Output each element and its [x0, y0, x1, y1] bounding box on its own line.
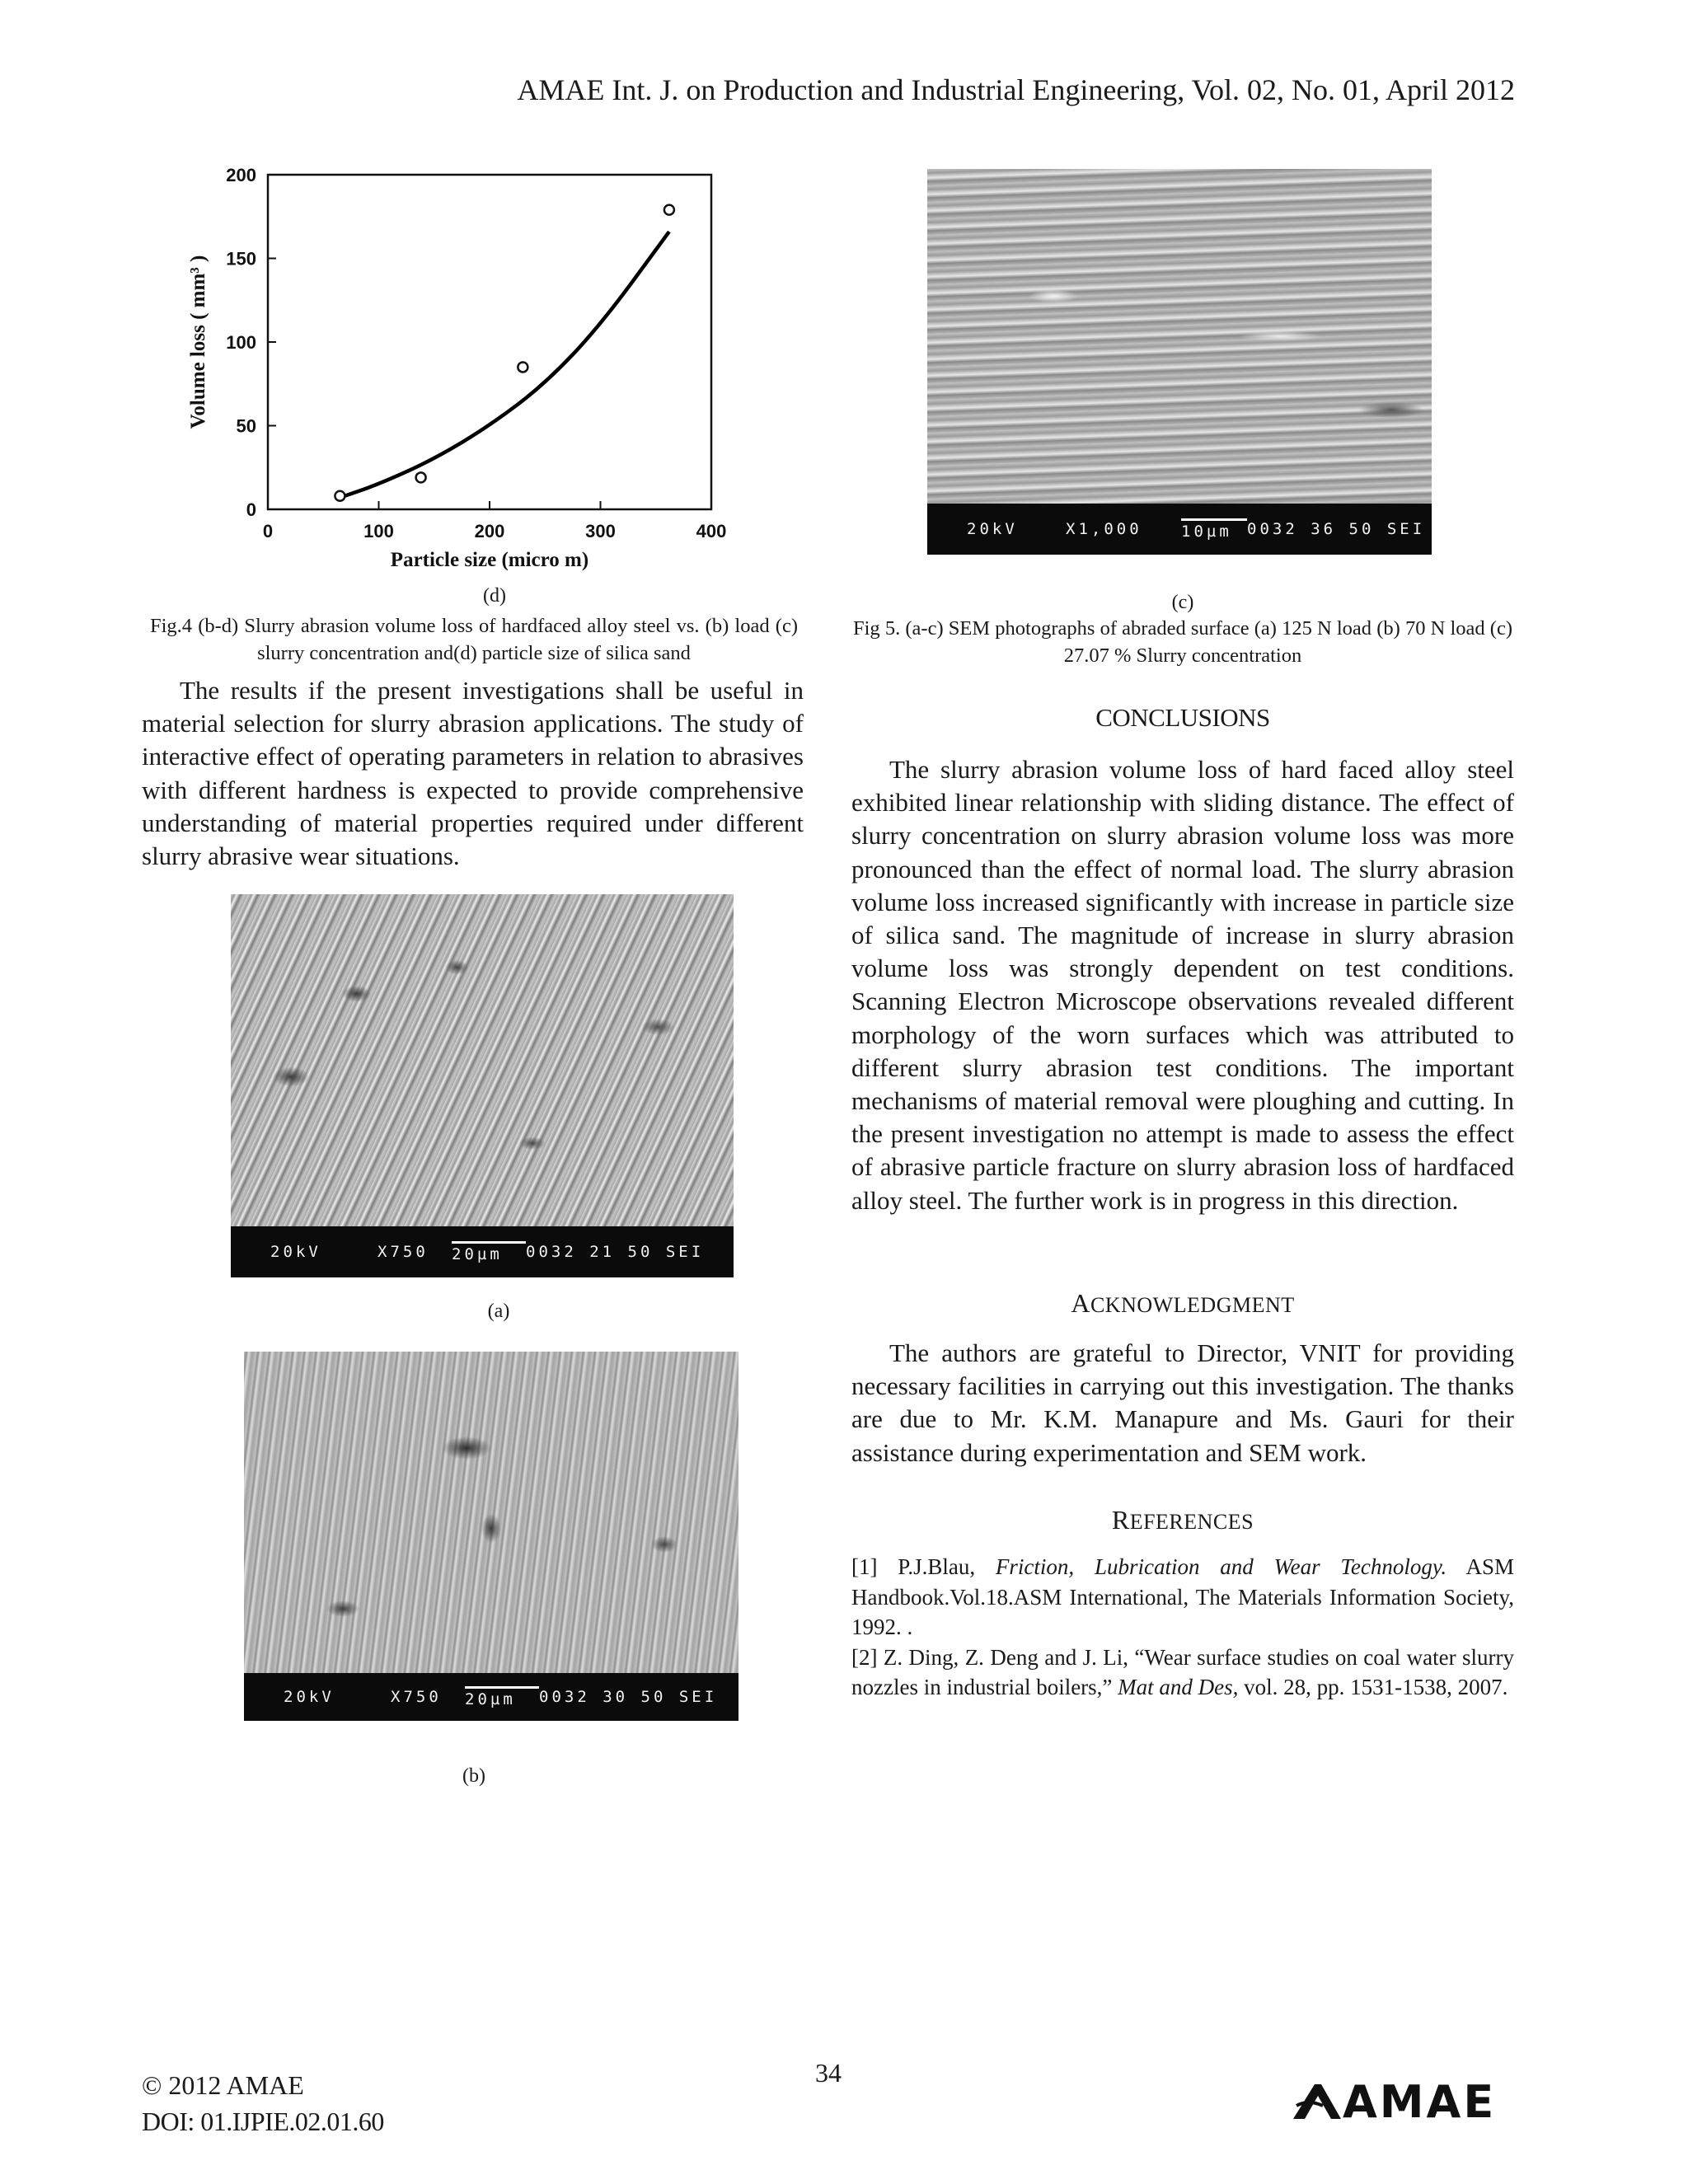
y-tick-labels [226, 165, 256, 520]
y-tick-label-150: 150 [226, 248, 256, 269]
y-tick-group [268, 175, 276, 509]
amae-logo-text: AMAE [1343, 2075, 1497, 2128]
data-point-1 [335, 491, 345, 501]
sem-c-code: 0032 36 50 SEI [1247, 520, 1426, 538]
chart-frame [268, 175, 711, 509]
sem-image-c [927, 169, 1432, 555]
x-tick-label-400: 400 [696, 521, 727, 541]
x-tick-label-200: 200 [474, 521, 505, 541]
x-tick-label-100: 100 [363, 521, 394, 541]
sem-c-texture [927, 169, 1432, 504]
data-point-3 [518, 362, 528, 372]
ref1-title: Friction, Lubrication and Wear Technology. [995, 1554, 1447, 1579]
conclusions-text [851, 753, 1514, 1217]
sem-image-b [244, 1352, 738, 1721]
sem-image-a [231, 894, 734, 1277]
results-paragraph: The results if the present investigations shall be useful in material selection for slurry abrasion applications. The study of interactive effect of operating parameters in relation to abrasives with different hardness is expected to provide comprehensive understanding of material properties required under different slurry abrasive wear situations. [142, 676, 804, 871]
ref1-authors: [1] P.J.Blau, [851, 1554, 996, 1579]
x-tick-label-300: 300 [585, 521, 616, 541]
fig5-panel-label-b: (b) [462, 1765, 485, 1787]
sem-b-kv: 20kV [284, 1688, 335, 1706]
y-tick-label-200: 200 [226, 165, 256, 185]
ref1-details: ASM Handbook.Vol.18.ASM International, The Materials Information Society, 1992. . [851, 1554, 1514, 1639]
sem-a-texture [231, 894, 734, 1226]
x-tick-labels [263, 521, 726, 541]
acknowledgment-paragraph: The authors are grateful to Director, VNIT for providing necessary facilities in carrying out this investigation. The thanks are due to Mr. K.M. Manapure and Ms. Gauri for their assistance during experimentation and SEM work. [851, 1338, 1514, 1467]
y-tick-label-50: 50 [236, 415, 256, 437]
sem-a-info-bar [231, 1226, 734, 1277]
ref-heading-rest: EFERENCES [1129, 1510, 1254, 1534]
data-point-4 [664, 205, 674, 215]
fig4-caption: Fig.4 (b-d) Slurry abrasion volume loss of hardfaced alloy steel vs. (b) load (c) slurry concentration and(d) particle size of silica sand [150, 615, 798, 664]
fig5-panel-label-c: (c) [1171, 592, 1194, 613]
doi-text: DOI: 01.IJPIE.02.01.60 [142, 2107, 384, 2136]
ref-heading-cap: R [1111, 1505, 1130, 1535]
plot-area [268, 175, 711, 509]
x-tick-label-0: 0 [262, 521, 274, 541]
sem-c-mag: X1,000 [1066, 520, 1142, 538]
fig4-panel-label: (d) [483, 585, 506, 607]
data-points [335, 205, 673, 501]
reference-1 [851, 1552, 1514, 1643]
amae-logo-icon [1290, 2081, 1348, 2122]
ref2-authors: [2] Z. Ding, Z. Deng and J. Li, “Wear surface studies on coal water slurry nozzles in industrial boilers,” [851, 1644, 1514, 1699]
references-heading [851, 1505, 1514, 1535]
x-tick-group [268, 501, 711, 509]
footer-left [142, 2067, 384, 2139]
page-number: 34 [815, 2058, 842, 2088]
acknowledgment-text [851, 1337, 1514, 1469]
volume-loss-chart [173, 161, 750, 573]
ref2-details: vol. 28, pp. 1531-1538, 2007. [1238, 1675, 1508, 1699]
fit-line [340, 232, 668, 498]
reference-2 [851, 1643, 1514, 1703]
sem-a-scale: 20µm [452, 1241, 526, 1263]
x-axis-label: Particle size (micro m) [390, 549, 589, 571]
sem-c-info-bar [927, 504, 1432, 555]
sem-b-info-bar [244, 1673, 738, 1721]
sem-c-scale: 10µm [1181, 518, 1247, 541]
amae-logo [1290, 2077, 1496, 2126]
y-axis-label: Volume loss ( mm³ ) [187, 255, 209, 429]
y-tick-label-100: 100 [226, 332, 256, 353]
ack-heading-cap: A [1071, 1288, 1090, 1318]
conclusions-paragraph: The slurry abrasion volume loss of hard faced alloy steel exhibited linear relationship with sliding distance. The effect of slurry concentration on slurry abrasion volume loss was more pronounced than the effect of normal load. The slurry abrasion volume loss increased significantly with increase in particle size of silica sand. The magnitude of increase in slurry abrasion volume loss was strongly dependent on test conditions. Scanning Electron Microscope observations revealed different morphology of the worn surfaces which was attributed to different slurry abrasion test conditions. The important mechanisms of material removal were ploughing and cutting. In the present investigation no attempt is made to assess the effect of abrasive particle fracture on slurry abrasion loss of hardfaced alloy steel. The further work is in progress in this direction. [851, 755, 1514, 1215]
fig5-panel-label-a: (a) [487, 1301, 510, 1322]
sem-b-scale: 20µm [465, 1686, 539, 1708]
ack-heading-rest: CKNOWLEDGMENT [1090, 1293, 1295, 1317]
fig5-caption: Fig 5. (a-c) SEM photographs of abraded surface (a) 125 N load (b) 70 N load (c) 27.07 % Slurry concentration [853, 617, 1512, 667]
sem-b-mag: X750 [391, 1688, 442, 1706]
left-column-text [142, 674, 804, 873]
sem-a-code: 0032 21 50 SEI [526, 1243, 705, 1261]
sem-b-code: 0032 30 50 SEI [539, 1688, 718, 1706]
sem-a-mag: X750 [377, 1243, 429, 1261]
copyright-text: © 2012 AMAE [142, 2070, 304, 2100]
ref2-journal: Mat and Des, [1118, 1675, 1239, 1699]
sem-c-kv: 20kV [967, 520, 1018, 538]
sem-b-texture [244, 1352, 738, 1673]
y-tick-label-0: 0 [246, 499, 256, 520]
acknowledgment-heading [851, 1288, 1514, 1319]
data-point-2 [416, 472, 426, 482]
sem-a-kv: 20kV [270, 1243, 321, 1261]
journal-header: AMAE Int. J. on Production and Industrial Engineering, Vol. 02, No. 01, April 2012 [517, 73, 1515, 106]
conclusions-heading: CONCLUSIONS [1095, 703, 1270, 732]
references-list [851, 1552, 1514, 1703]
